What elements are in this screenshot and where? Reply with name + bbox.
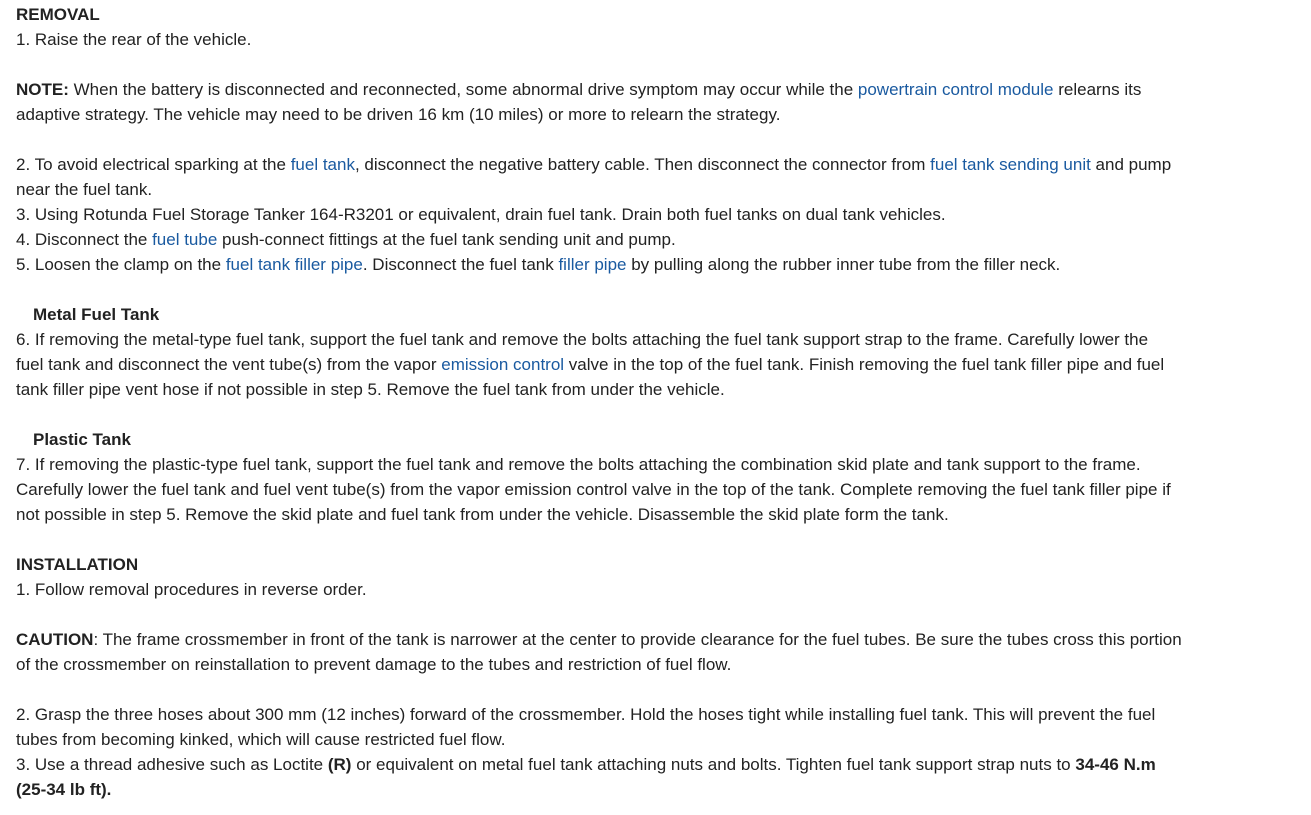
removal-step-1 [16,27,251,52]
text-segment: adaptive strategy. The vehicle may need to be driven 16 km (10 miles) or more to relearn the strategy. [16,105,781,124]
caution-line-1 [16,627,1182,652]
link-fuel-tube[interactable]: fuel tube [152,230,218,249]
text-segment: 1. Raise the rear of the vehicle. [16,30,252,49]
text-segment: When the battery is disconnected and reconnected, some abnormal drive symptom may occur while the [68,80,858,99]
removal-step-6-line-3 [16,377,725,402]
removal-step-7-line-1 [16,452,1141,477]
removal-step-2-line-1 [16,152,1171,177]
text-segment: by pulling along the rubber inner tube from the filler neck. [626,255,1061,274]
text-segment: 3. Use a thread adhesive such as Loctite [16,755,328,774]
installation-step-1 [16,577,367,602]
text-segment: 7. If removing the plastic-type fuel tank, support the fuel tank and remove the bolts attaching the combination skid plate and tank support to the frame. [16,455,1141,474]
text-segment: 1. Follow removal procedures in reverse order. [16,580,367,599]
text-segment: Carefully lower the fuel tank and fuel vent tube(s) from the vapor emission control valve in the top of the tank. Complete removing the fuel tank filler pipe if [16,480,1171,499]
text-segment: 3. Using Rotunda Fuel Storage Tanker 164-R3201 or equivalent, drain fuel tank. Drain both fuel tanks on dual tank vehicles. [16,205,946,224]
text-segment: or equivalent on metal fuel tank attaching nuts and bolts. Tighten fuel tank support strap nuts to [351,755,1076,774]
removal-step-3 [16,202,946,227]
bold-text-note: NOTE: [16,80,69,99]
text-segment: 2. Grasp the three hoses about 300 mm (12 inches) forward of the crossmember. Hold the hoses tight while installing fuel tank. This will prevent the fuel [16,705,1156,724]
text-segment: push-connect fittings at the fuel tank sending unit and pump. [217,230,676,249]
removal-step-4 [16,227,676,252]
link-fuel-tank-filler-pipe[interactable]: fuel tank filler pipe [225,255,363,274]
installation-step-3-line-2 [16,777,111,802]
text-segment: near the fuel tank. [16,180,153,199]
text-segment: valve in the top of the fuel tank. Finish removing the fuel tank filler pipe and fuel [564,355,1165,374]
bold-text-installation: INSTALLATION [16,555,139,574]
text-segment: fuel tank and disconnect the vent tube(s) from the vapor [16,355,442,374]
installation-step-3-line-1 [16,752,1156,777]
link-filler-pipe[interactable]: filler pipe [558,255,627,274]
installation-step-2-line-2 [16,727,505,752]
link-fuel-tank[interactable]: fuel tank [290,155,355,174]
removal-step-5 [16,252,1060,277]
bold-text-caution: CAUTION [16,630,94,649]
text-segment: , disconnect the negative battery cable. Then disconnect the connector from [354,155,931,174]
subheading-metal-fuel-tank [33,302,159,327]
removal-step-2-line-2 [16,177,152,202]
heading-installation [16,552,138,577]
heading-removal [16,2,100,27]
subheading-plastic-tank [33,427,131,452]
note-line-1 [16,77,1141,102]
text-segment: tubes from becoming kinked, which will cause restricted fuel flow. [16,730,506,749]
removal-step-6-line-2 [16,352,1164,377]
bold-text-34-46-n-m: 34-46 N.m [1075,755,1156,774]
link-fuel-tank-sending-unit[interactable]: fuel tank sending unit [930,155,1091,174]
text-segment: 6. If removing the metal-type fuel tank, support the fuel tank and remove the bolts attaching the fuel tank support strap to the frame. Carefully lower the [16,330,1149,349]
text-segment: . Disconnect the fuel tank [362,255,559,274]
text-segment: 2. To avoid electrical sparking at the [16,155,291,174]
caution-line-2 [16,652,731,677]
installation-step-2-line-1 [16,702,1155,727]
text-segment: of the crossmember on reinstallation to prevent damage to the tubes and restriction of fuel flow. [16,655,732,674]
removal-step-7-line-3 [16,502,949,527]
link-emission-control[interactable]: emission control [441,355,565,374]
bold-text-removal: REMOVAL [16,5,100,24]
bold-text-25-34-lb-ft: (25-34 lb ft). [16,780,112,799]
note-line-2 [16,102,780,127]
text-segment: 4. Disconnect the [16,230,153,249]
bold-text-metal-fuel-tank: Metal Fuel Tank [33,305,160,324]
text-segment: 5. Loosen the clamp on the [16,255,226,274]
link-powertrain-control-module[interactable]: powertrain control module [857,80,1054,99]
removal-step-7-line-2 [16,477,1171,502]
text-segment: tank filler pipe vent hose if not possible in step 5. Remove the fuel tank from under the vehicle. [16,380,725,399]
text-segment: and pump [1090,155,1172,174]
text-segment: : The frame crossmember in front of the tank is narrower at the center to provide clearance for the fuel tubes. Be sure the tubes cross this portion [93,630,1182,649]
bold-text-plastic-tank: Plastic Tank [33,430,131,449]
bold-text-r: (R) [327,755,352,774]
text-segment: not possible in step 5. Remove the skid plate and fuel tank from under the vehicle. Disassemble the skid plate form the tank. [16,505,949,524]
removal-step-6-line-1 [16,327,1148,352]
text-segment: relearns its [1053,80,1142,99]
